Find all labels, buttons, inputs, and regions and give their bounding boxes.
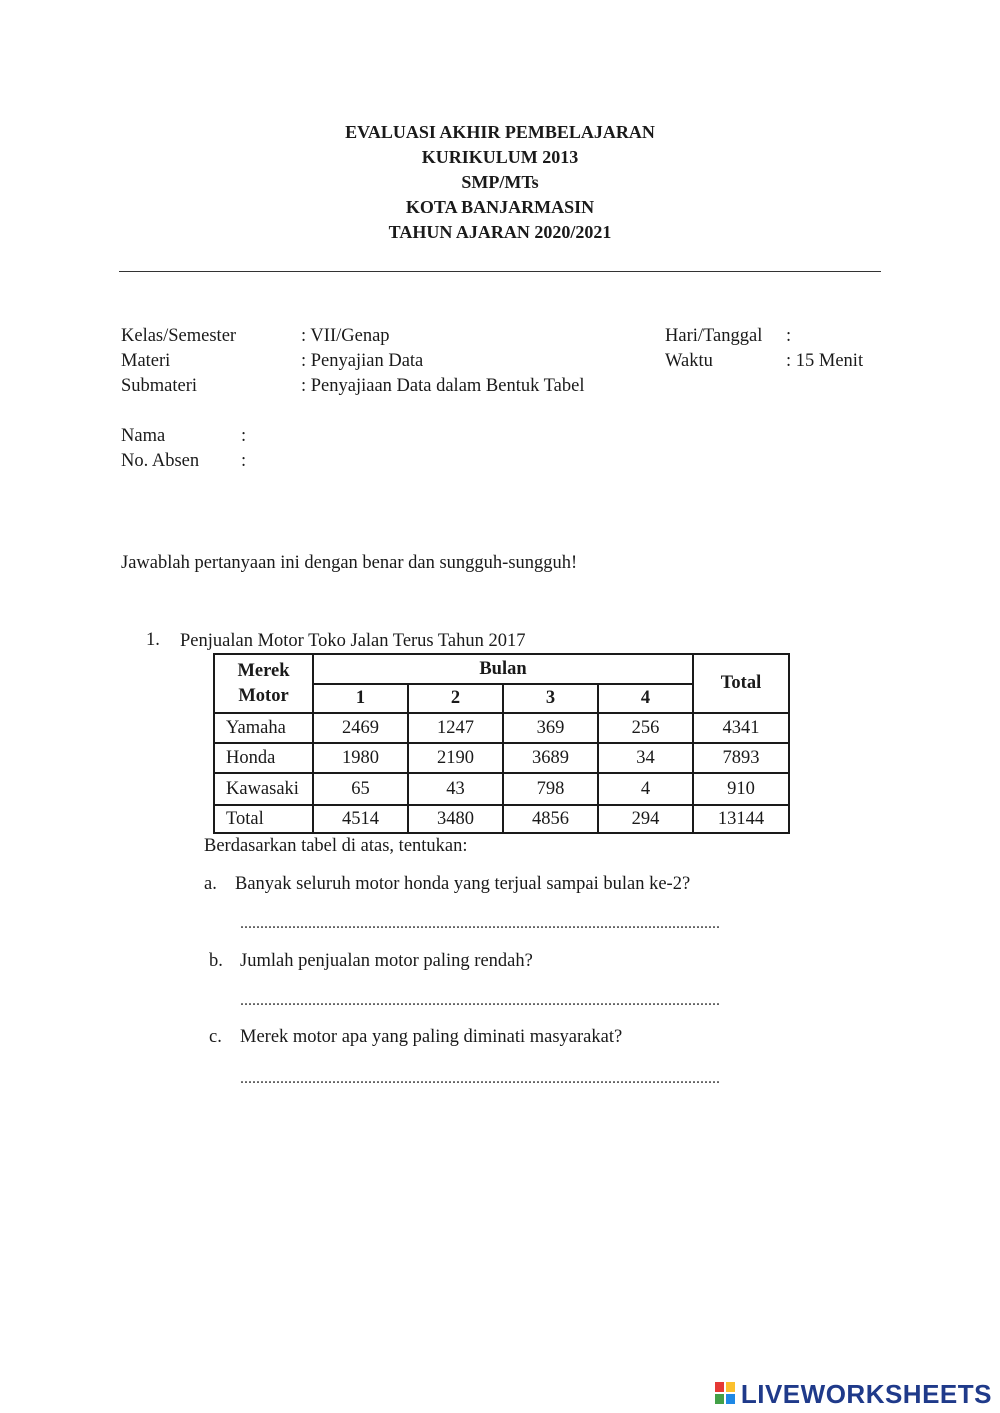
table-cell: 1980 <box>313 743 408 773</box>
subquestion-b-text: Jumlah penjualan motor paling rendah? <box>240 951 533 971</box>
header-total: Total <box>693 654 789 713</box>
subquestion-a-text: Banyak seluruh motor honda yang terjual sampai bulan ke-2? <box>235 874 691 894</box>
table-cell: 43 <box>408 773 503 805</box>
table-cell: 2190 <box>408 743 503 773</box>
kelas-value: : VII/Genap <box>301 326 390 346</box>
table-cell: 369 <box>503 713 598 743</box>
question-number: 1. <box>146 630 160 650</box>
subquestion-b-label: b. <box>209 951 223 971</box>
row-brand: Yamaha <box>214 713 313 743</box>
answer-line-a[interactable]: ........................................................................................................................ <box>240 915 720 932</box>
nama-colon: : <box>241 426 247 446</box>
header-title-line5: TAHUN AJARAN 2020/2021 <box>388 222 612 242</box>
table-cell: 4514 <box>313 805 408 833</box>
table-cell: 256 <box>598 713 693 743</box>
table-row <box>214 805 789 833</box>
header-brand-line1: Merek <box>237 660 290 681</box>
header-title-line4: KOTA BANJARMASIN <box>405 197 595 217</box>
answer-line-c[interactable]: ........................................................................................................................ <box>240 1070 720 1087</box>
header-divider <box>119 271 881 272</box>
nama-label: Nama <box>121 426 166 446</box>
row-total: 7893 <box>693 743 789 773</box>
answer-line-b[interactable]: ........................................................................................................................ <box>240 992 720 1009</box>
table-cell: 4856 <box>503 805 598 833</box>
absen-label: No. Absen <box>121 451 200 471</box>
table-cell: 3480 <box>408 805 503 833</box>
header-title-line2: KURIKULUM 2013 <box>421 147 579 167</box>
subquestion-a-label: a. <box>204 874 217 894</box>
header-title-line3: SMP/MTs <box>461 172 539 192</box>
table-prompt: Berdasarkan tabel di atas, tentukan: <box>204 836 468 856</box>
header-month: Bulan <box>313 654 693 684</box>
row-brand: Honda <box>214 743 313 773</box>
table-cell: 4 <box>598 773 693 805</box>
hari-value: : <box>786 326 792 346</box>
header-month-1: 1 <box>313 684 408 713</box>
row-total: 13144 <box>693 805 789 833</box>
table-cell: 798 <box>503 773 598 805</box>
header-brand-line2: Motor <box>238 685 289 706</box>
table-row <box>214 773 789 805</box>
liveworksheets-logo[interactable] <box>715 1380 992 1408</box>
row-brand: Kawasaki <box>214 773 313 805</box>
header-month-3: 3 <box>503 684 598 713</box>
question-title: Penjualan Motor Toko Jalan Terus Tahun 2017 <box>180 631 526 651</box>
row-total: 4341 <box>693 713 789 743</box>
table-row <box>214 713 789 743</box>
kelas-label: Kelas/Semester <box>121 326 237 346</box>
row-brand: Total <box>214 805 313 833</box>
materi-value: : Penyajian Data <box>301 351 424 371</box>
table-cell: 1247 <box>408 713 503 743</box>
materi-label: Materi <box>121 351 171 371</box>
absen-colon: : <box>241 451 247 471</box>
row-total: 910 <box>693 773 789 805</box>
header-brand <box>214 654 313 713</box>
waktu-label: Waktu <box>665 351 713 371</box>
subquestion-c-label: c. <box>209 1027 222 1047</box>
sales-table <box>213 653 790 834</box>
logo-text: LIVEWORKSHEETS <box>740 1378 992 1409</box>
logo-mark-icon <box>715 1382 737 1406</box>
header-month-4: 4 <box>598 684 693 713</box>
header-month-2: 2 <box>408 684 503 713</box>
table-cell: 3689 <box>503 743 598 773</box>
table-cell: 34 <box>598 743 693 773</box>
subquestion-c-text: Merek motor apa yang paling diminati masyarakat? <box>240 1027 623 1047</box>
hari-label: Hari/Tanggal <box>665 326 763 346</box>
submateri-label: Submateri <box>121 376 198 396</box>
table-row <box>214 743 789 773</box>
submateri-value: : Penyajiaan Data dalam Bentuk Tabel <box>301 376 585 396</box>
waktu-value: : 15 Menit <box>786 351 864 371</box>
table-cell: 65 <box>313 773 408 805</box>
header-title-line1: EVALUASI AKHIR PEMBELAJARAN <box>345 122 655 142</box>
instruction-text: Jawablah pertanyaan ini dengan benar dan sungguh-sungguh! <box>121 553 578 573</box>
table-cell: 294 <box>598 805 693 833</box>
table-cell: 2469 <box>313 713 408 743</box>
